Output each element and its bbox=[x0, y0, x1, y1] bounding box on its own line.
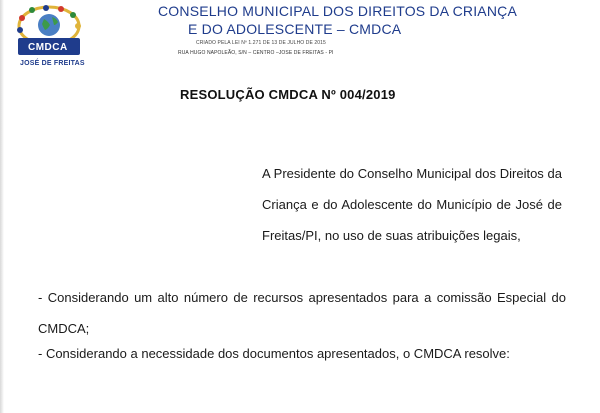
cmdca-logo bbox=[6, 4, 92, 68]
considering-paragraph-1: - Considerando um alto número de recursos apresentados para a comissão Especial do CMDCA; bbox=[38, 290, 566, 336]
considering-paragraph-2: - Considerando a necessidade dos documentos apresentados, o CMDCA resolve: bbox=[38, 346, 510, 361]
letterhead-title-line1: CONSELHO MUNICIPAL DOS DIREITOS DA CRIANÇA bbox=[158, 3, 517, 19]
scan-edge-shadow bbox=[0, 0, 4, 413]
letterhead-title-line2: E DO ADOLESCENTE – CMDCA bbox=[188, 21, 402, 37]
logo-wordmark: CMDCA bbox=[28, 42, 68, 53]
resolution-title: RESOLUÇÃO CMDCA Nº 004/2019 bbox=[180, 87, 396, 102]
intro-paragraph: A Presidente do Conselho Municipal dos Direitos da Criança e do Adolescente do Município de José de Freitas/PI, no uso de suas atribuições legais, bbox=[262, 166, 562, 243]
logo-city-name: JOSÉ DE FREITAS bbox=[20, 60, 85, 67]
letterhead-creation-law: CRIADO PELA LEI Nº 1.271 DE 13 DE JULHO DE 2015 bbox=[196, 40, 326, 46]
letterhead-address: RUA HUGO NAPOLEÃO, S/N – CENTRO –JOSE DE FREITAS - PI bbox=[178, 50, 334, 56]
logo-emblem-icon bbox=[6, 4, 92, 68]
